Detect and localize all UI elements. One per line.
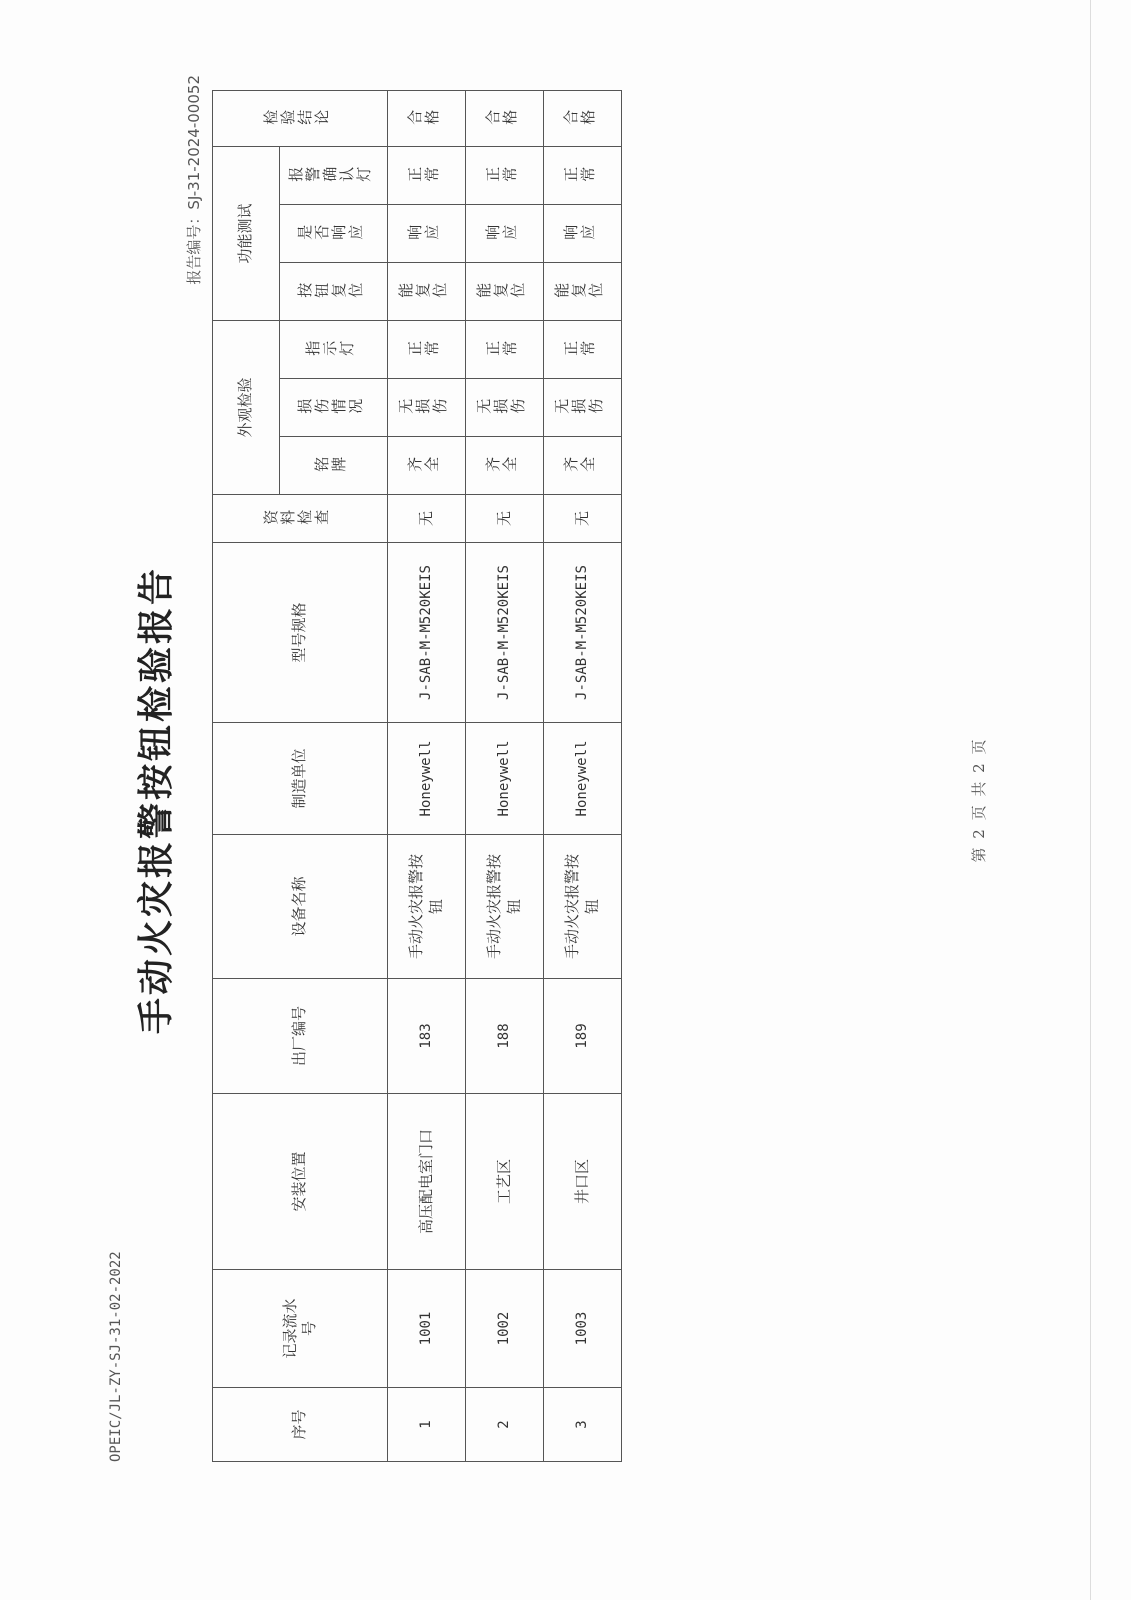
cell-location: 高压配电室门口: [388, 1094, 466, 1270]
cell-conclusion: 合格: [544, 90, 622, 146]
cell-maker: Honeywell: [466, 723, 544, 835]
header-response: 是否响应: [280, 204, 388, 262]
header-seq: 序号: [213, 1388, 388, 1462]
cell-confirm: 正常: [544, 146, 622, 204]
cell-device: 手动火灾报警按钮: [466, 835, 544, 979]
cell-docs: 无: [388, 495, 466, 543]
cell-model: J-SAB-M-M520KEIS: [466, 543, 544, 723]
header-row-1: [213, 90, 280, 1461]
cell-factory-no: 183: [388, 979, 466, 1094]
header-location: 安装位置: [213, 1094, 388, 1270]
cell-damage: 无损伤: [544, 379, 622, 437]
cell-reset: 能复位: [466, 262, 544, 320]
cell-confirm: 正常: [388, 146, 466, 204]
scan-edge-line: [1090, 0, 1091, 1600]
header-reset: 按钮复位: [280, 262, 388, 320]
header-function-group: 功能测试: [213, 146, 280, 320]
cell-device: 手动火灾报警按钮: [388, 835, 466, 979]
header-device: 设备名称: [213, 835, 388, 979]
inspection-table: [212, 90, 622, 1462]
cell-indicator: 正常: [544, 320, 622, 378]
cell-indicator: 正常: [388, 320, 466, 378]
cell-confirm: 正常: [466, 146, 544, 204]
cell-record: 1002: [466, 1270, 544, 1388]
cell-location: 井口区: [544, 1094, 622, 1270]
report-title: 手动火灾报警按钮检验报告: [136, 566, 177, 1035]
header-docs: 资料检查: [213, 495, 388, 543]
header-model: 型号规格: [213, 543, 388, 723]
cell-maker: Honeywell: [544, 723, 622, 835]
header-appearance-group: 外观检验: [213, 320, 280, 494]
table-row: [466, 90, 544, 1461]
cell-nameplate: 齐全: [544, 437, 622, 495]
cell-seq: 1: [388, 1388, 466, 1462]
cell-reset: 能复位: [388, 262, 466, 320]
cell-reset: 能复位: [544, 262, 622, 320]
cell-damage: 无损伤: [466, 379, 544, 437]
report-number-label: 报告编号：: [185, 209, 203, 285]
cell-maker: Honeywell: [388, 723, 466, 835]
cell-model: J-SAB-M-M520KEIS: [388, 543, 466, 723]
cell-seq: 2: [466, 1388, 544, 1462]
header-indicator: 指示灯: [280, 320, 388, 378]
cell-record: 1003: [544, 1270, 622, 1388]
cell-record: 1001: [388, 1270, 466, 1388]
cell-conclusion: 合格: [388, 90, 466, 146]
cell-damage: 无损伤: [388, 379, 466, 437]
table-row: [388, 90, 466, 1461]
cell-docs: 无: [544, 495, 622, 543]
cell-model: J-SAB-M-M520KEIS: [544, 543, 622, 723]
report-number-value: SJ-31-2024-00052: [185, 75, 203, 210]
header-record: 记录流水号: [213, 1270, 388, 1388]
cell-docs: 无: [466, 495, 544, 543]
header-maker: 制造单位: [213, 723, 388, 835]
cell-response: 响应: [466, 204, 544, 262]
cell-nameplate: 齐全: [388, 437, 466, 495]
cell-nameplate: 齐全: [466, 437, 544, 495]
cell-response: 响应: [544, 204, 622, 262]
cell-conclusion: 合格: [466, 90, 544, 146]
header-damage: 损伤情况: [280, 379, 388, 437]
form-code: OPEIC/JL-ZY-SJ-31-02-2022: [108, 1251, 124, 1462]
table-row: [544, 90, 622, 1461]
cell-location: 工艺区: [466, 1094, 544, 1270]
cell-seq: 3: [544, 1388, 622, 1462]
cell-device: 手动火灾报警按钮: [544, 835, 622, 979]
report-number: [183, 75, 204, 285]
cell-response: 响应: [388, 204, 466, 262]
cell-factory-no: 189: [544, 979, 622, 1094]
page-number: 第 2 页 共 2 页: [970, 737, 988, 863]
header-conclusion: 检验结论: [213, 90, 388, 146]
header-confirm: 报警确认灯: [280, 146, 388, 204]
cell-indicator: 正常: [466, 320, 544, 378]
cell-factory-no: 188: [466, 979, 544, 1094]
header-factory-no: 出厂编号: [213, 979, 388, 1094]
header-nameplate: 铭牌: [280, 437, 388, 495]
